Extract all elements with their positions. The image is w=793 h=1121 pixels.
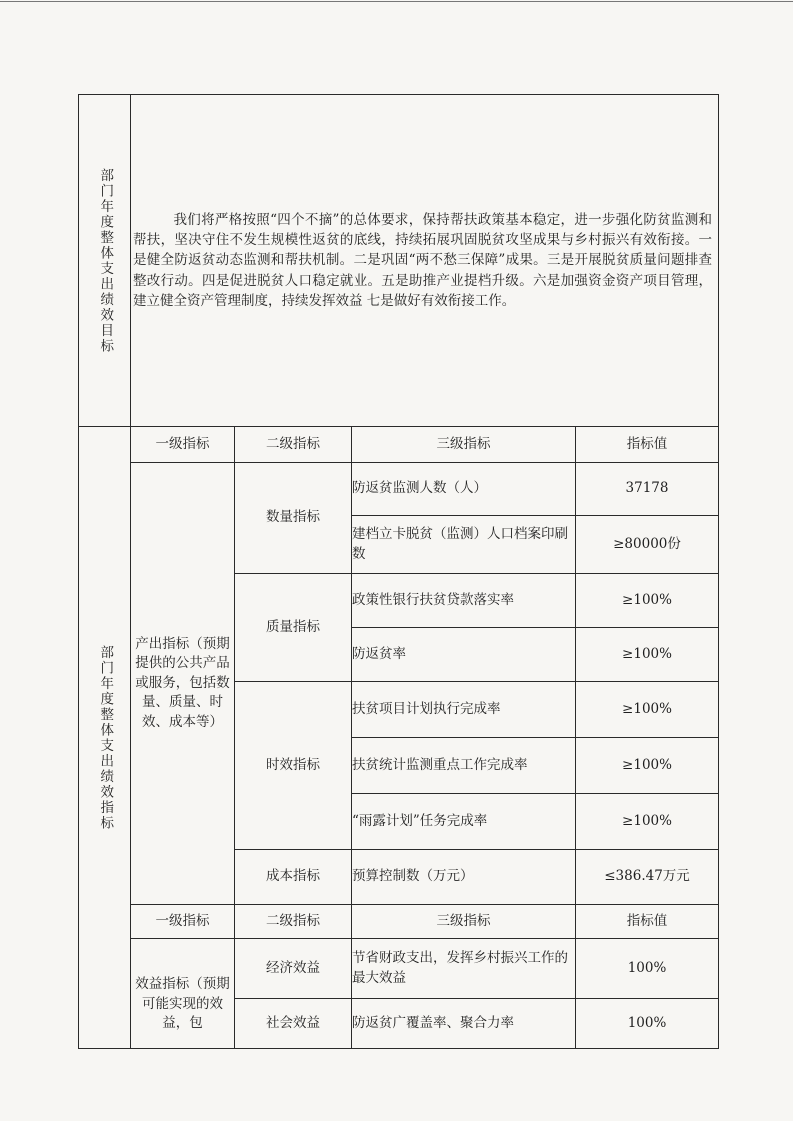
header-level2: 二级指标 [235, 427, 352, 463]
value-cell: 100% [576, 939, 719, 999]
goal-side-label: 部门年度整体支出绩效目标 [97, 167, 114, 354]
level3-cell: 防返贫广覆盖率、聚合力率 [352, 999, 576, 1049]
level3-cell: 建档立卡脱贫（监测）人口档案印刷数 [352, 516, 576, 574]
header-level3: 三级指标 [352, 905, 576, 939]
value-cell: ≥80000份 [576, 516, 719, 574]
page-edge-line [0, 1, 793, 2]
goal-content-cell [131, 95, 719, 427]
value-cell: ≤386.47万元 [576, 850, 719, 905]
output-level1-label: 产出指标（预期提供的公共产品或服务，包括数量、质量、时效、成本等） [135, 635, 230, 730]
table-row [79, 463, 719, 516]
table-row [79, 939, 719, 999]
level3-cell: 预算控制数（万元） [352, 850, 576, 905]
value-cell: ≥100% [576, 574, 719, 628]
goal-row [79, 95, 719, 427]
level2-timeliness: 时效指标 [235, 682, 352, 850]
level3-cell: 防返贫率 [352, 628, 576, 682]
header-level1: 一级指标 [131, 905, 235, 939]
level3-cell: 扶贫统计监测重点工作完成率 [352, 738, 576, 794]
level2-social: 社会效益 [235, 999, 352, 1049]
header-value: 指标值 [576, 427, 719, 463]
indicator-header-row [79, 427, 719, 463]
output-level1-cell [131, 463, 235, 905]
level3-cell: 节省财政支出，发挥乡村振兴工作的最大效益 [352, 939, 576, 999]
performance-table [78, 94, 719, 1049]
value-cell: 100% [576, 999, 719, 1049]
value-cell: 37178 [576, 463, 719, 516]
goal-paragraph: 我们将严格按照“四个不摘”的总体要求，保持帮扶政策基本稳定，进一步强化防贫监测和帮扶，坚决守住不发生规模性返贫的底线，持续拓展巩固脱贫攻坚成果与乡村振兴有效衔接。一是健全防返贫动态监测和帮扶机制。二是巩固“两不愁三保障”成果。三是开展脱贫质量问题排查整改行动。四是促进脱贫人口稳定就业。五是助推产业提档升级。六是加强资金资产项目管理，建立健全资产管理制度，持续发挥效益 七是做好有效衔接工作。 [133, 211, 713, 309]
level2-quantity: 数量指标 [235, 463, 352, 574]
value-cell: ≥100% [576, 794, 719, 850]
header-level3: 三级指标 [352, 427, 576, 463]
level3-cell: “雨露计划”任务完成率 [352, 794, 576, 850]
value-cell: ≥100% [576, 682, 719, 738]
indicator-side-label: 部门年度整体支出绩效指标 [97, 644, 114, 831]
level3-cell: 政策性银行扶贫贷款落实率 [352, 574, 576, 628]
level2-cost: 成本指标 [235, 850, 352, 905]
header-level1: 一级指标 [131, 427, 235, 463]
benefit-level1-label: 效益指标（预期可能实现的效益，包 [135, 976, 230, 1032]
benefit-level1-cell [131, 939, 235, 1049]
level3-cell: 扶贫项目计划执行完成率 [352, 682, 576, 738]
value-cell: ≥100% [576, 628, 719, 682]
indicator-header-row-2 [79, 905, 719, 939]
level3-cell: 防返贫监测人数（人） [352, 463, 576, 516]
header-level2: 二级指标 [235, 905, 352, 939]
value-cell: ≥100% [576, 738, 719, 794]
level2-economic: 经济效益 [235, 939, 352, 999]
header-value: 指标值 [576, 905, 719, 939]
goal-side-cell [79, 95, 131, 427]
level2-quality: 质量指标 [235, 574, 352, 682]
indicator-side-cell [79, 427, 131, 1049]
